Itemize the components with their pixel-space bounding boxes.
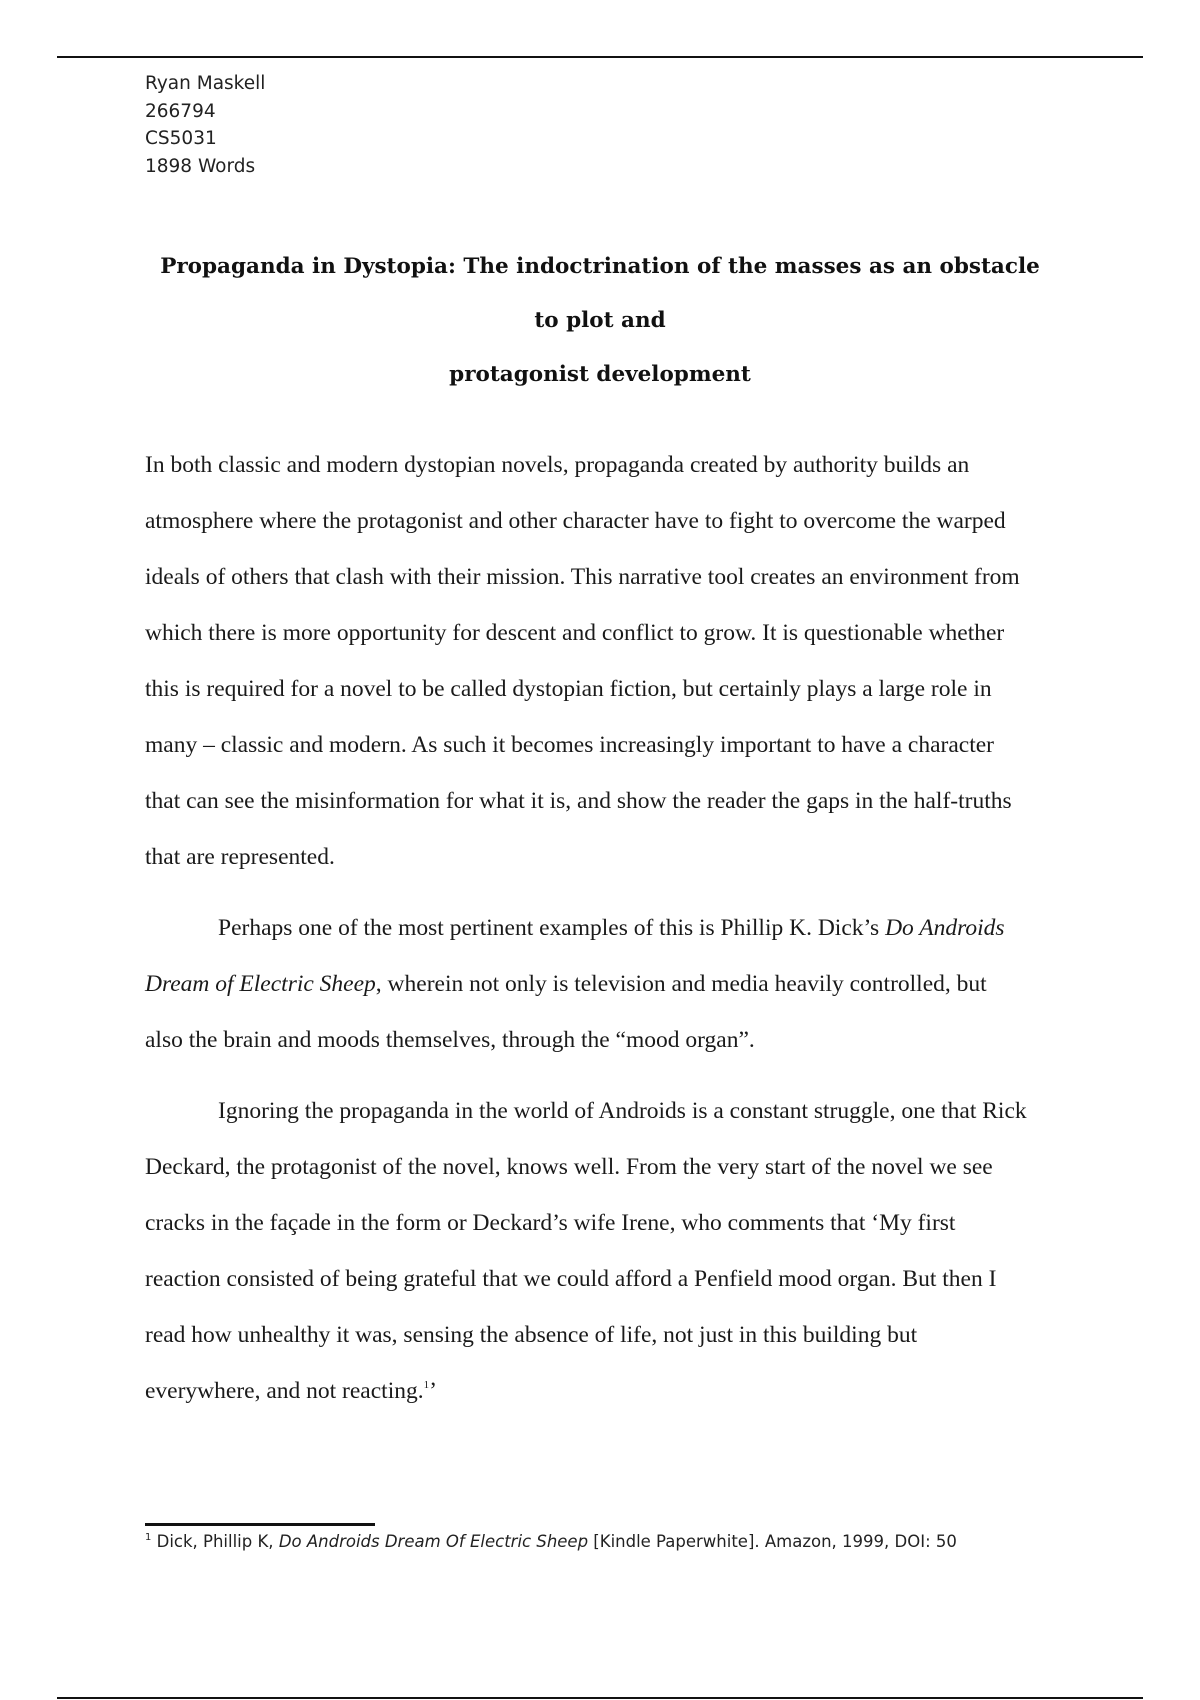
- text-line: many – classic and modern. As such it becomes increasingly important to have a character: [145, 732, 994, 758]
- author-header: [145, 70, 265, 180]
- footnote-text: [Kindle Paperwhite]. Amazon, 1999, DOI: 50: [588, 1532, 957, 1551]
- page-bottom-rule: [57, 1697, 1143, 1699]
- paragraph-example: [145, 900, 1075, 1068]
- word-count: 1898 Words: [145, 155, 256, 177]
- text-line: also the brain and moods themselves, through the “mood organ”.: [145, 1027, 755, 1053]
- text-line: cracks in the façade in the form or Deckard’s wife Irene, who comments that ‘My first: [145, 1210, 956, 1236]
- text-line: read how unhealthy it was, sensing the absence of life, not just in this building but: [145, 1322, 918, 1348]
- text-line: reaction consisted of being grateful that we could afford a Penfield mood organ. But then I: [145, 1266, 997, 1292]
- author-name: Ryan Maskell: [145, 73, 266, 94]
- text-line: ideals of others that clash with their mission. This narrative tool creates an environment from: [145, 564, 1020, 590]
- text-line: [145, 900, 1075, 956]
- book-title-italic: Dream of Electric Sheep: [145, 971, 376, 997]
- essay-title-line-1: Propaganda in Dystopia: The indoctrination of the masses as an obstacle to plot and: [160, 254, 1040, 333]
- text-line: this is required for a novel to be called dystopian fiction, but certainly plays a large role in: [145, 676, 992, 702]
- text-line: Deckard, the protagonist of the novel, knows well. From the very start of the novel we see: [145, 1154, 993, 1180]
- footnote: [145, 1530, 957, 1554]
- text-run: Perhaps one of the most pertinent examples of this is Phillip K. Dick’s: [218, 915, 886, 941]
- text-line: that are represented.: [145, 844, 335, 870]
- paragraph-deckard: [145, 1083, 1075, 1419]
- footnote-text: Dick, Phillip K,: [151, 1532, 279, 1551]
- paragraph-intro: [145, 437, 1075, 885]
- text-line: [145, 956, 1075, 1012]
- footnote-book-title: Do Androids Dream Of Electric Sheep: [278, 1532, 589, 1551]
- text-run: , wherein not only is television and media heavily controlled, but: [375, 971, 987, 997]
- footnote-reference[interactable]: 1: [423, 1379, 430, 1391]
- text-line: atmosphere where the protagonist and other character have to fight to overcome the warped: [145, 508, 1006, 534]
- text-line: Ignoring the propaganda in the world of Androids is a constant struggle, one that Rick: [218, 1098, 1027, 1124]
- footnote-separator: [145, 1523, 375, 1526]
- text-line: that can see the misinformation for what it is, and show the reader the gaps in the half-truths: [145, 788, 1012, 814]
- closing-quote: ’: [429, 1378, 437, 1404]
- text-line: In both classic and modern dystopian novels, propaganda created by authority builds an: [145, 452, 970, 478]
- student-id: 266794: [145, 100, 216, 122]
- essay-title-line-2: protagonist development: [449, 362, 751, 387]
- page-top-rule: [57, 56, 1143, 58]
- text-run: everywhere, and not reacting.: [145, 1378, 424, 1404]
- essay-title: [145, 240, 1055, 402]
- footnote-number: 1: [145, 1532, 152, 1543]
- text-line: [145, 1363, 1075, 1419]
- book-title-italic: Do Androids: [885, 915, 1005, 941]
- text-line: which there is more opportunity for descent and conflict to grow. It is questionable whether: [145, 620, 1005, 646]
- course-code: CS5031: [145, 128, 217, 149]
